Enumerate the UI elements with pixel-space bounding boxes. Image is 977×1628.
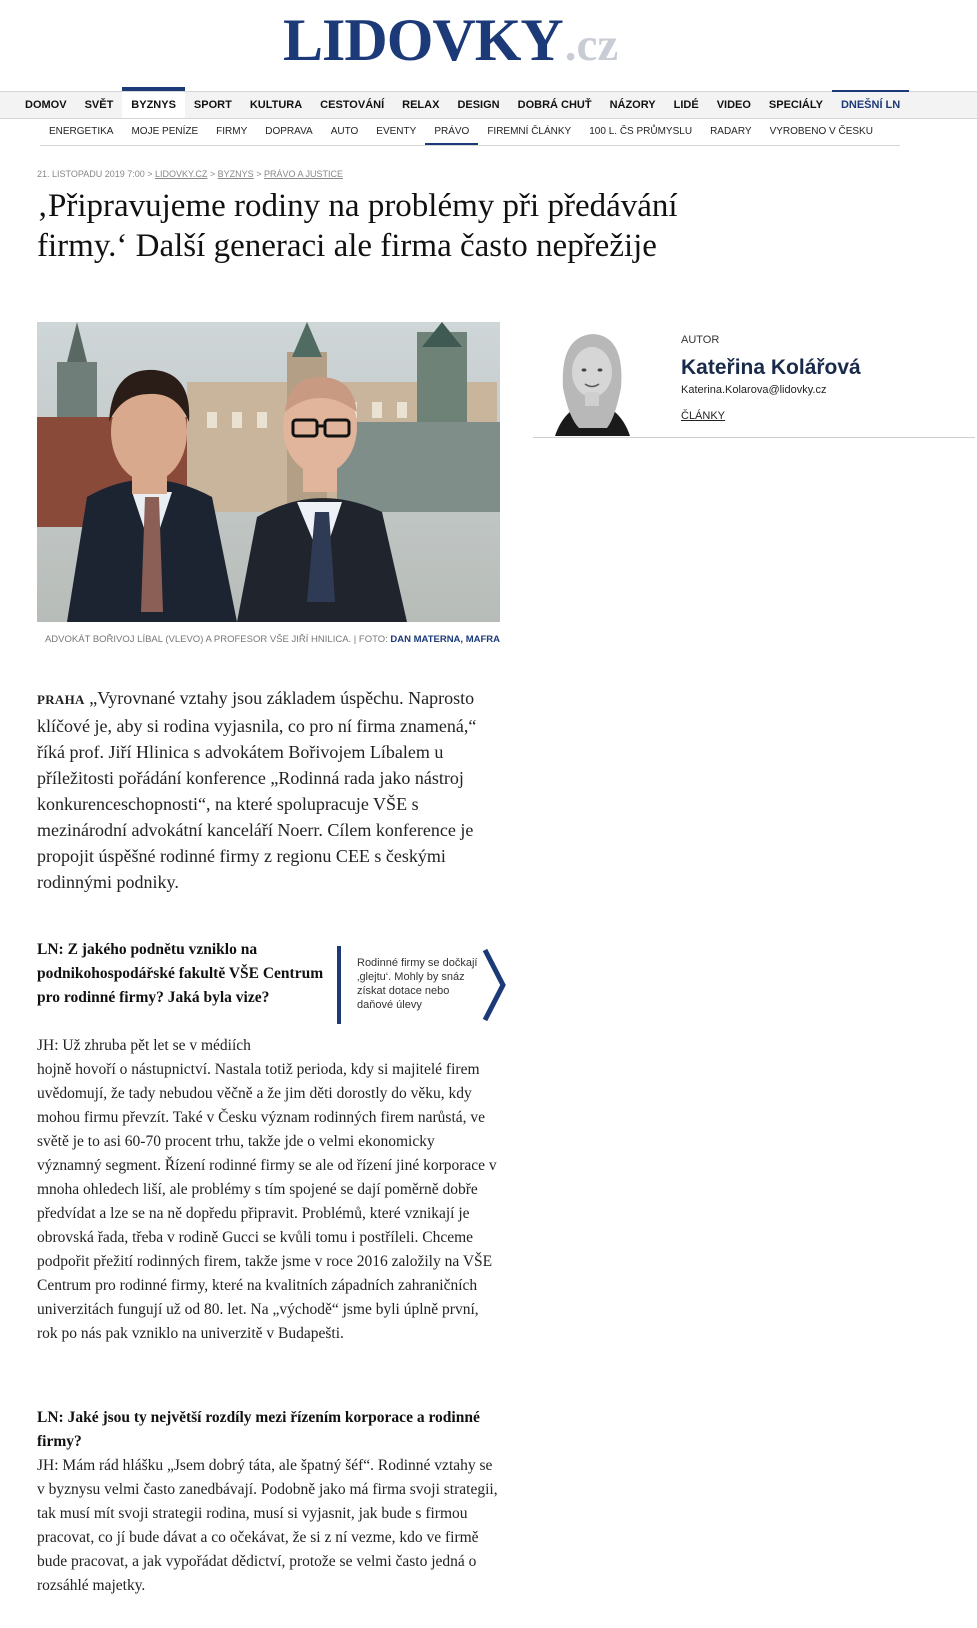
sub-nav-item-energetika[interactable]: ENERGETIKA xyxy=(49,126,114,137)
photo-caption-text: ADVOKÁT BOŘIVOJ LÍBAL (VLEVO) A PROFESOR VŠE JIŘÍ HNILICA. | FOTO: xyxy=(44,634,391,645)
breadcrumb-home[interactable]: LIDOVKY.CZ xyxy=(155,169,208,179)
interview-answer-1: hojně hovoří o nástupnictví. Nastala totiž perioda, kdy si majitelé firem uvědomují, že tady nebudou věčně a že jim děti dorostly do věku, kdy mohou firmu převzít. Také v Česku význam rodinných firem narůstá, ve světě je to asi 60-70 procent trhu, takže jde o velmi ekonomicky významný segment. Řízení rodinné firmy se ale od řízení jiné korporace v mnoha ohledech liší, ale problémy s tím spojené se dají poměrně dobře předvídat a lze se na ně dopředu připravit. Problémů, které vznikají je obrovská řada, třeba v rodině Gucci se kvůli tomu i postříleli. Chceme podpořit přežití rodinných firem, takže jsme v roce 2016 založily na VŠE Centrum pro rodinné firmy, které na kvalitních západních zahraničních univerzitách fungují už od 80. let. Na „východě“ jsme byli úplně první, rok po nás pak vzniklo na univerzitě v Budapešti. xyxy=(37,1061,497,1342)
sub-nav-list xyxy=(40,120,900,145)
breadcrumb-section[interactable]: BYZNYS xyxy=(217,169,254,179)
main-nav-item-sport[interactable]: SPORT xyxy=(193,99,232,111)
lead-text: „Vyrovnané vztahy jsou základem úspěchu. Naprosto klíčové je, aby si rodina vyjasnila, co pro ní firma znamená,“ říká prof. Jiří Hlinica s advokátem Bořivojem Líbalem u příležitosti pořádání konference „Rodinná rada jako nástroj konkurenceschopnosti“, na které spolupracuje VŠE s mezinárodní advokátní kanceláří Noerr. Cílem konference je propojit úspěšné rodinné firmy z regionu CEE s českými rodinnými podniky. xyxy=(37,688,477,892)
sub-nav-item-eventy[interactable]: EVENTY xyxy=(376,126,417,137)
main-nav-item-domov[interactable]: DOMOV xyxy=(25,99,67,111)
article-photo[interactable] xyxy=(37,322,500,622)
article-lead xyxy=(37,685,497,895)
related-article[interactable] xyxy=(337,946,507,1024)
main-nav-item-cestovani[interactable]: CESTOVÁNÍ xyxy=(320,99,385,111)
breadcrumb-category[interactable]: PRÁVO A JUSTICE xyxy=(263,169,343,179)
related-article-title[interactable]: Rodinné firmy se dočkají ‚glejtu‘. Mohly by snáz získat dotace nebo daňové úlevy xyxy=(357,957,478,1011)
sub-nav-item-firmy[interactable]: FIRMY xyxy=(216,126,248,137)
main-nav-item-dobra-chut[interactable]: DOBRÁ CHUŤ xyxy=(517,99,592,111)
sub-nav-item-moje-penize[interactable]: MOJE PENÍZE xyxy=(131,126,199,137)
site-logo[interactable] xyxy=(283,7,619,73)
sub-nav-item-pravo[interactable]: PRÁVO xyxy=(425,120,478,145)
main-nav-item-specialy[interactable]: SPECIÁLY xyxy=(768,99,823,111)
logo-suffix: .cz xyxy=(564,19,619,71)
author-label: AUTOR xyxy=(681,334,720,346)
main-nav-item-relax[interactable]: RELAX xyxy=(402,99,440,111)
author-email[interactable]: Katerina.Kolarova@lidovky.cz xyxy=(681,384,827,396)
breadcrumb-sep: > xyxy=(256,169,264,179)
interview-question-1: LN: Z jakého podnětu vzniklo na podnikohospodářské fakultě VŠE Centrum pro rodinné firmy? Jaká byla vize? xyxy=(37,941,324,1006)
sub-nav-item-100-l-cs-prumyslu[interactable]: 100 L. ČS PRŮMYSLU xyxy=(589,126,693,137)
logo-main: LIDOVKY xyxy=(283,7,563,73)
breadcrumb-sep: > xyxy=(209,169,218,179)
article-photo-illustration xyxy=(37,322,500,622)
author-avatar-illustration xyxy=(545,328,640,436)
chevron-right-icon[interactable] xyxy=(477,946,509,1024)
sub-nav xyxy=(40,120,900,146)
author-name[interactable]: Kateřina Kolářová xyxy=(681,356,861,379)
main-nav-item-kultura[interactable]: KULTURA xyxy=(249,99,303,111)
main-nav-list xyxy=(0,92,977,118)
main-nav-item-lide[interactable]: LIDÉ xyxy=(673,99,699,111)
sub-nav-item-radary[interactable]: RADARY xyxy=(710,126,752,137)
main-nav-item-svet[interactable]: SVĚT xyxy=(84,99,114,111)
related-article-bar xyxy=(337,946,341,1024)
article-date: 21. LISTOPADU 2019 7:00 xyxy=(37,169,145,179)
sub-nav-item-doprava[interactable]: DOPRAVA xyxy=(265,126,313,137)
interview-question-2: LN: Jaké jsou ty největší rozdíly mezi řízením korporace a rodinné firmy? xyxy=(37,1409,480,1450)
article-headline: ‚Připravujeme rodiny na problémy při předávání firmy.‘ Další generaci ale firma často nepřežije xyxy=(37,188,678,264)
sub-nav-item-firemni-clanky[interactable]: FIREMNÍ ČLÁNKY xyxy=(487,126,572,137)
author-avatar[interactable] xyxy=(545,328,640,436)
author-box xyxy=(533,328,975,438)
breadcrumb-sep: > xyxy=(147,169,156,179)
main-nav-item-design[interactable]: DESIGN xyxy=(457,99,500,111)
author-articles-link[interactable]: ČLÁNKY xyxy=(681,410,726,422)
interview-answer-1-start: JH: Už zhruba pět let se v médiích xyxy=(37,1037,251,1054)
lead-dateline: PRAHA xyxy=(37,692,85,707)
interview-answer-2: JH: Mám rád hlášku „Jsem dobrý táta, ale špatný šéf“. Rodinné vztahy se v byznysu velmi často zanedbávají. Podobně jako má firma svoji strategii, tak musí mít svoji strategii rodina, musí si vyjasnit, jak bude s firmou pracovat, co jí bude dávat a co očekávat, že si z ní vezme, kdo ve firmě bude pracovat, a jak vypořádat dědictví, protože se velmi často jedná o rozsáhlé majetky. xyxy=(37,1457,498,1594)
main-nav-item-nazory[interactable]: NÁZORY xyxy=(609,99,656,111)
main-nav-item-video[interactable]: VIDEO xyxy=(716,99,751,111)
sub-nav-item-auto[interactable]: AUTO xyxy=(330,126,359,137)
main-nav-item-dnesni-ln[interactable]: DNEŠNÍ LN xyxy=(832,92,909,118)
main-nav-item-byznys[interactable]: BYZNYS xyxy=(122,92,185,118)
photo-credit[interactable]: DAN MATERNA, MAFRA xyxy=(390,634,500,645)
sub-nav-item-vyrobeno-v-cesku[interactable]: VYROBENO V ČESKU xyxy=(769,126,873,137)
main-nav xyxy=(0,91,977,119)
photo-caption xyxy=(37,631,500,648)
article-meta xyxy=(37,169,343,179)
